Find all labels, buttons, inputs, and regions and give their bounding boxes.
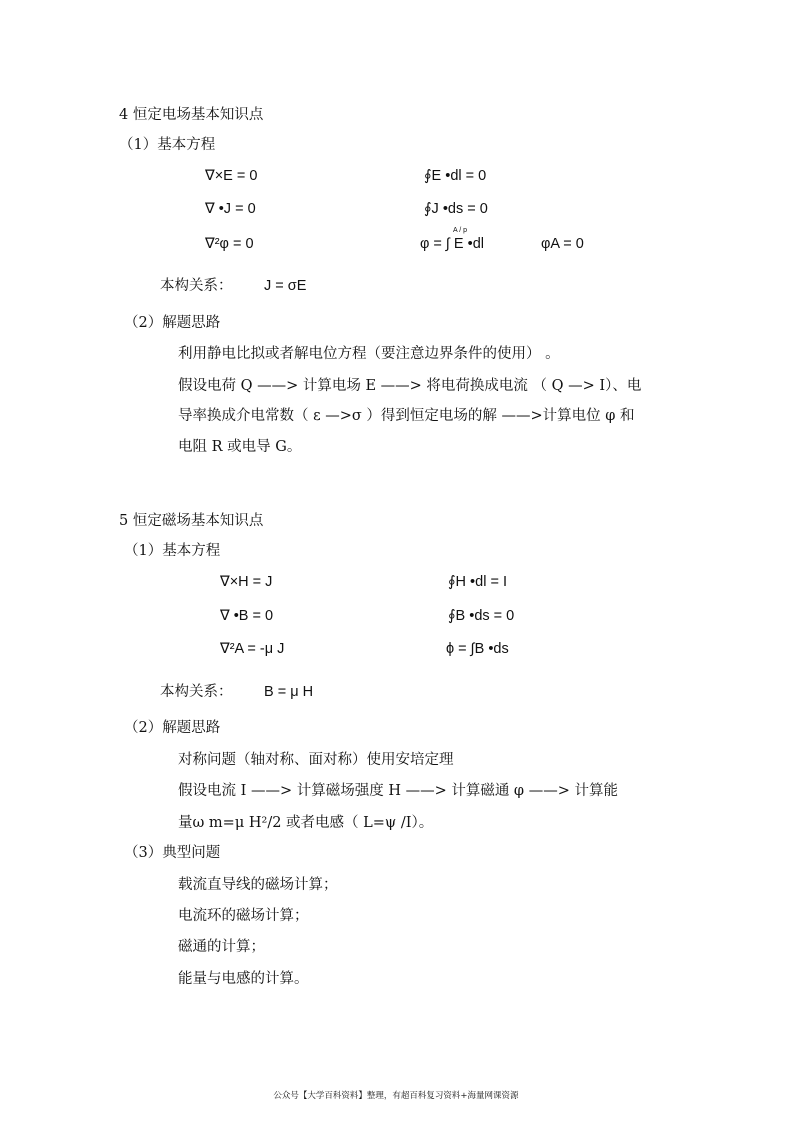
section-4-title: 4 恒定电场基本知识点: [119, 107, 264, 123]
list-item: 磁通的计算；: [178, 939, 265, 955]
paragraph: 导率换成介电常数（ ε —>σ ）得到恒定电场的解 ——>计算电位 φ 和: [178, 408, 635, 424]
paragraph: 假设电荷 Q ——> 计算电场 E ——> 将电荷换成电流 （ Q —> I）、电: [178, 378, 642, 394]
paragraph: 假设电流 I ——> 计算磁场强度 H ——> 计算磁通 φ ——> 计算能: [178, 783, 618, 799]
section-4-sub-1: （1）基本方程: [119, 137, 216, 153]
paragraph: 量ω m=μ H²/2 或者电感（ L=ψ /I）。: [178, 815, 434, 831]
eq-div-b: ∇ •B = 0: [220, 608, 274, 624]
eq-phi-limits: A / p: [453, 227, 468, 234]
eq-flux: ϕ = ∫B •ds: [446, 641, 509, 657]
list-item: 载流直导线的磁场计算；: [178, 877, 338, 893]
eq-surface-b: ∮B •ds = 0: [448, 608, 515, 624]
list-item: 电流环的磁场计算；: [178, 908, 309, 924]
section-5-sub-1: （1）基本方程: [124, 543, 221, 559]
constitutive-label: 本构关系：: [160, 278, 233, 294]
eq-div-j: ∇ •J = 0: [205, 201, 256, 217]
section-5-title: 5 恒定磁场基本知识点: [119, 513, 264, 529]
constitutive-eq: J = σE: [264, 278, 307, 294]
section-5-sub-2: （2）解题思路: [124, 720, 221, 736]
eq-loop-e: ∮E •dl = 0: [424, 168, 487, 184]
constitutive-eq: B = μ H: [264, 684, 314, 700]
section-5-sub-3: （3）典型问题: [124, 845, 221, 861]
eq-laplace-a: ∇²A = -μ J: [220, 641, 285, 657]
paragraph: 电阻 R 或电导 G。: [178, 439, 302, 455]
eq-phi-reference: φA = 0: [541, 236, 584, 252]
eq-laplace-phi: ∇²φ = 0: [205, 236, 254, 252]
eq-curl-e: ∇×E = 0: [205, 168, 258, 184]
constitutive-label: 本构关系：: [160, 684, 233, 700]
eq-curl-h: ∇×H = J: [220, 574, 273, 590]
eq-surface-j: ∮J •ds = 0: [424, 201, 488, 217]
paragraph: 利用静电比拟或者解电位方程（要注意边界条件的使用） 。: [178, 346, 560, 362]
page-footer: 公众号【大学百科资料】整理，有超百科复习资料+海量网课资源: [273, 1091, 519, 1101]
paragraph: 对称问题（轴对称、面对称）使用安培定理: [178, 752, 454, 768]
eq-loop-h: ∮H •dl = I: [448, 574, 507, 590]
section-4-sub-2: （2）解题思路: [124, 315, 221, 331]
list-item: 能量与电感的计算。: [178, 971, 309, 987]
eq-phi-integral: φ = ∫ E •dl: [420, 236, 484, 252]
